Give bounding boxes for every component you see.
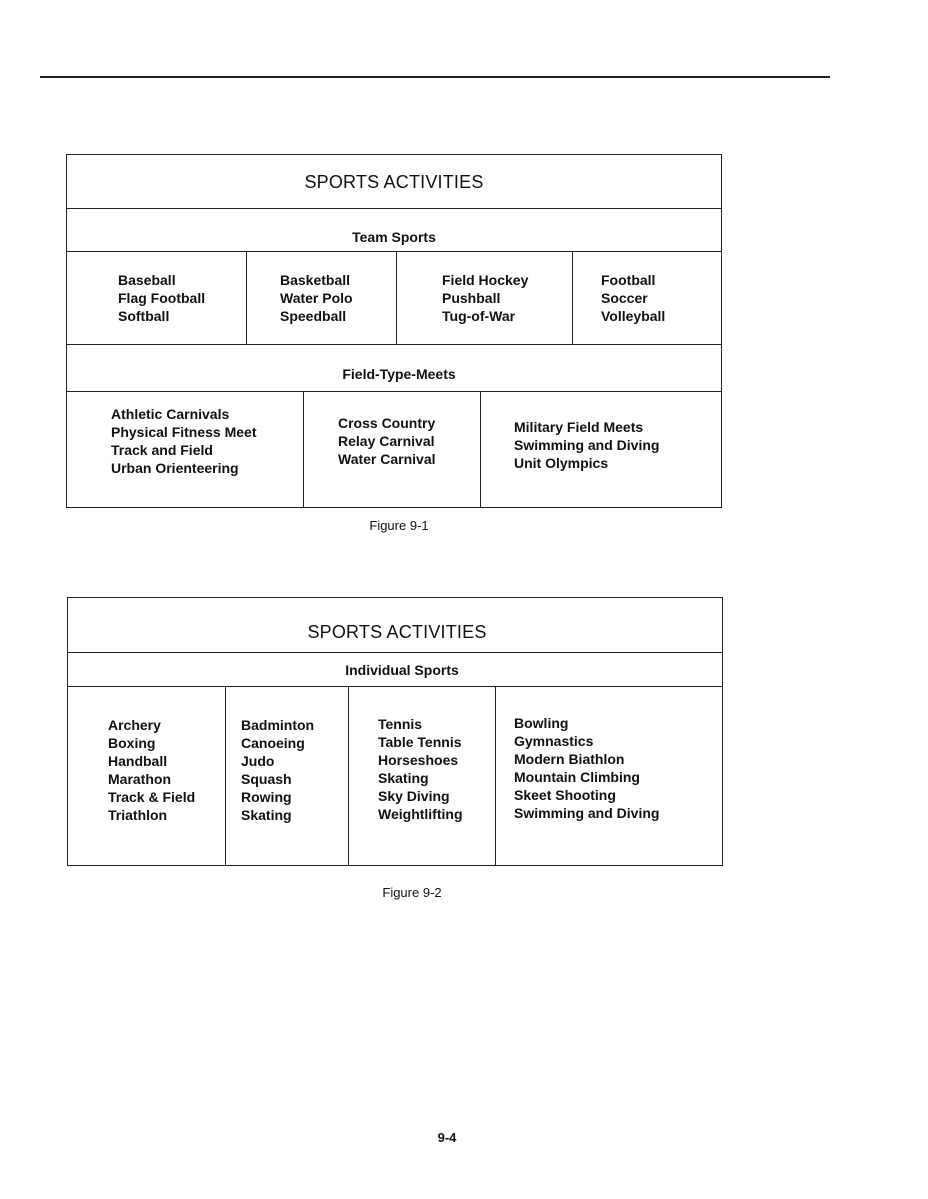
individual-sports-column-1 (108, 716, 195, 824)
list-item: Mountain Climbing (514, 769, 640, 785)
list-item: Football (601, 272, 656, 288)
figure-9-1-caption: Figure 9-1 (369, 518, 429, 533)
list-item: Swimming and Diving (514, 437, 660, 453)
list-item: Skeet Shooting (514, 787, 616, 803)
individual-sports-column-3 (378, 715, 463, 823)
list-item: Sky Diving (378, 788, 450, 804)
field-meets-column-2 (338, 414, 436, 468)
list-item: Cross Country (338, 415, 436, 431)
column-divider (225, 686, 226, 866)
list-item: Table Tennis (378, 734, 462, 750)
list-item: Track & Field (108, 789, 196, 805)
divider (67, 686, 723, 687)
list-item: Boxing (108, 735, 156, 751)
figure-9-2-title: SPORTS ACTIVITIES (307, 622, 487, 642)
list-item: Flag Football (118, 290, 206, 306)
list-item: Canoeing (241, 735, 305, 751)
page-number: 9-4 (437, 1130, 457, 1145)
list-item: Softball (118, 308, 170, 324)
list-item: Field Hockey (442, 272, 529, 288)
list-item: Triathlon (108, 807, 168, 823)
list-item: Judo (241, 753, 275, 769)
individual-sports-column-4 (514, 714, 659, 822)
team-sports-column-3 (442, 271, 528, 325)
list-item: Archery (108, 717, 161, 733)
team-sports-column-1 (118, 271, 205, 325)
column-divider (303, 391, 304, 508)
column-divider (480, 391, 481, 508)
list-item: Relay Carnival (338, 433, 435, 449)
divider (66, 391, 722, 392)
list-item: Track and Field (111, 442, 213, 458)
divider (66, 344, 722, 345)
list-item: Physical Fitness Meet (111, 424, 257, 440)
divider (66, 208, 722, 209)
divider (66, 251, 722, 252)
list-item: Tennis (378, 716, 423, 732)
figure-9-2-caption: Figure 9-2 (382, 885, 442, 900)
list-item: Soccer (601, 290, 648, 306)
list-item: Athletic Carnivals (111, 406, 230, 422)
list-item: Marathon (108, 771, 171, 787)
column-divider (348, 686, 349, 866)
list-item: Weightlifting (378, 806, 463, 822)
list-item: Tug-of-War (442, 308, 516, 324)
column-divider (396, 251, 397, 344)
list-item: Basketball (280, 272, 351, 288)
list-item: Skating (378, 770, 429, 786)
list-item: Squash (241, 771, 292, 787)
list-item: Volleyball (601, 308, 666, 324)
list-item: Badminton (241, 717, 315, 733)
list-item: Urban Orienteering (111, 460, 239, 476)
figure-9-1-title: SPORTS ACTIVITIES (304, 172, 484, 192)
team-sports-heading: Team Sports (352, 229, 436, 245)
list-item: Handball (108, 753, 168, 769)
list-item: Speedball (280, 308, 347, 324)
list-item: Skating (241, 807, 292, 823)
column-divider (246, 251, 247, 344)
list-item: Water Polo (280, 290, 353, 306)
divider (67, 652, 723, 653)
list-item: Modern Biathlon (514, 751, 625, 767)
individual-sports-column-2 (241, 716, 314, 824)
list-item: Pushball (442, 290, 501, 306)
column-divider (572, 251, 573, 344)
field-meets-column-1 (111, 405, 257, 477)
top-rule (40, 76, 830, 78)
list-item: Baseball (118, 272, 176, 288)
list-item: Military Field Meets (514, 419, 644, 435)
list-item: Rowing (241, 789, 292, 805)
list-item: Water Carnival (338, 451, 436, 467)
list-item: Swimming and Diving (514, 805, 660, 821)
individual-sports-heading: Individual Sports (345, 662, 459, 678)
team-sports-column-4 (601, 271, 665, 325)
list-item: Unit Olympics (514, 455, 609, 471)
list-item: Horseshoes (378, 752, 459, 768)
field-type-meets-heading: Field-Type-Meets (342, 366, 456, 382)
list-item: Bowling (514, 715, 569, 731)
team-sports-column-2 (280, 271, 353, 325)
field-meets-column-3 (514, 418, 659, 472)
column-divider (495, 686, 496, 866)
list-item: Gymnastics (514, 733, 594, 749)
